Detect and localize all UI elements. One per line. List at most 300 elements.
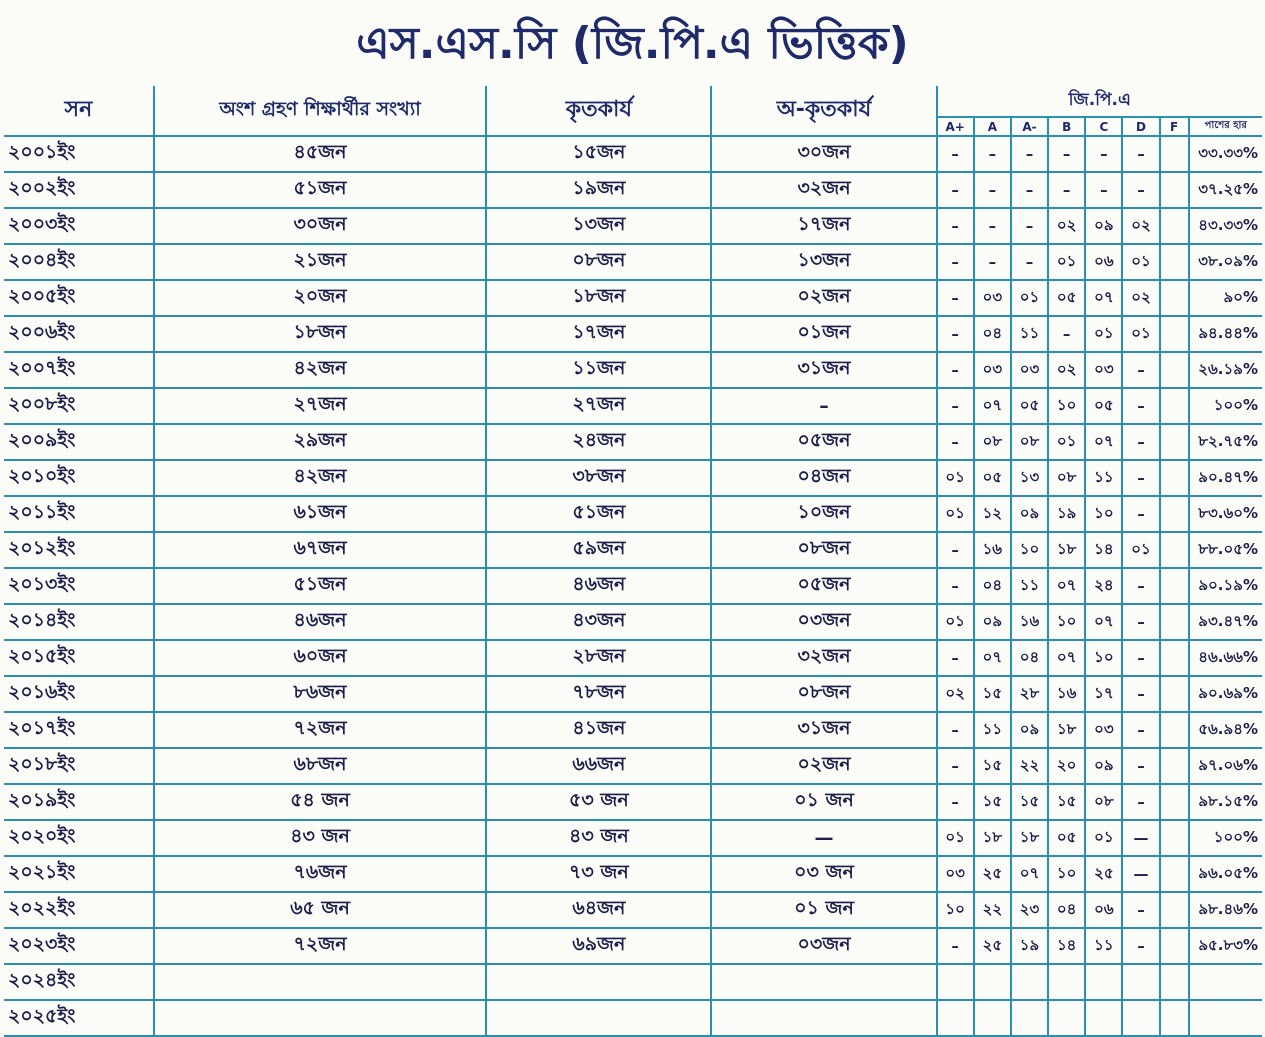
cell-grade [1160,892,1189,928]
results-body [4,136,1262,1036]
cell-grade: ১০ [1048,856,1085,892]
cell-participants: ৫১জন [154,568,487,604]
cell-grade [1122,964,1159,1000]
cell-grade: – [1122,640,1159,676]
table-row [4,388,1262,424]
cell-grade: — [1122,856,1159,892]
cell-grade: ১১ [1085,460,1122,496]
cell-participants: ৪৫জন [154,136,487,172]
cell-grade: – [1048,316,1085,352]
cell-grade: – [1048,172,1085,208]
cell-passed [486,964,711,1000]
cell-grade: ১০ [1048,388,1085,424]
cell-grade: – [1122,928,1159,964]
cell-grade: ০২ [1048,208,1085,244]
cell-grade: ০১ [1122,316,1159,352]
cell-participants: ৪২জন [154,352,487,388]
cell-passed: ১৮জন [486,280,711,316]
cell-grade: ০১ [1048,244,1085,280]
cell-grade: ২২ [974,892,1011,928]
cell-grade: – [937,244,974,280]
cell-participants: ৭২জন [154,712,487,748]
cell-grade: ০৫ [974,460,1011,496]
cell-grade [1160,928,1189,964]
cell-grade: ০৯ [1085,748,1122,784]
table-row [4,856,1262,892]
cell-grade [1011,1000,1048,1036]
cell-grade: ০৯ [1085,208,1122,244]
cell-passed: ১৫জন [486,136,711,172]
cell-participants: ২৯জন [154,424,487,460]
cell-participants: ৭৬জন [154,856,487,892]
cell-grade: ১৬ [1011,604,1048,640]
cell-failed: ০৫জন [711,424,936,460]
cell-participants: ৬৭জন [154,532,487,568]
header-pass-rate: পাশের হার [1189,117,1262,136]
cell-participants [154,964,487,1000]
cell-failed: ০১ জন [711,784,936,820]
cell-grade: ০১ [937,820,974,856]
cell-pass-rate: ২৬.১৯% [1189,352,1262,388]
table-row [4,748,1262,784]
cell-grade: ০৮ [1085,784,1122,820]
cell-participants: ৪৬জন [154,604,487,640]
cell-grade [1160,136,1189,172]
cell-grade: ১১ [1011,568,1048,604]
cell-passed: ২৮জন [486,640,711,676]
cell-pass-rate [1189,964,1262,1000]
cell-grade [1160,208,1189,244]
cell-grade: – [1011,172,1048,208]
table-row [4,1000,1262,1036]
cell-pass-rate: ৯৮.৪৬% [1189,892,1262,928]
cell-failed: ১৩জন [711,244,936,280]
cell-pass-rate: ৮৩.৬০% [1189,496,1262,532]
cell-grade: ১৫ [1011,784,1048,820]
cell-grade: ১৮ [974,820,1011,856]
cell-passed: ২৭জন [486,388,711,424]
cell-grade: ০৪ [1048,892,1085,928]
header-passed: কৃতকার্য [486,86,711,136]
cell-participants: ৬১জন [154,496,487,532]
cell-pass-rate: ৮৮.০৫% [1189,532,1262,568]
cell-grade [937,964,974,1000]
cell-grade: ০১ [1011,280,1048,316]
table-row [4,892,1262,928]
cell-year: ২০০৪ইং [4,244,154,280]
cell-pass-rate: ৩৭.২৫% [1189,172,1262,208]
cell-participants: ২০জন [154,280,487,316]
cell-grade: – [1122,712,1159,748]
cell-year: ২০০৯ইং [4,424,154,460]
cell-grade [1160,1000,1189,1036]
cell-year: ২০০২ইং [4,172,154,208]
table-row [4,712,1262,748]
cell-grade [937,1000,974,1036]
cell-failed: ৩২জন [711,640,936,676]
cell-year: ২০২২ইং [4,892,154,928]
table-row [4,532,1262,568]
cell-failed: – [711,388,936,424]
cell-grade: ১৮ [1048,712,1085,748]
cell-grade [1160,820,1189,856]
cell-pass-rate: ৫৬.৯৪% [1189,712,1262,748]
results-table-container [4,86,1262,1032]
cell-grade: – [1122,568,1159,604]
table-row [4,604,1262,640]
cell-participants: ৮৬জন [154,676,487,712]
table-row [4,676,1262,712]
cell-grade: ০১ [1085,820,1122,856]
cell-grade: ১০ [1085,640,1122,676]
cell-grade: – [937,172,974,208]
cell-grade: – [1122,136,1159,172]
table-row [4,424,1262,460]
cell-grade: ০৪ [974,316,1011,352]
cell-grade: ২৮ [1011,676,1048,712]
cell-grade: – [1011,208,1048,244]
table-row [4,820,1262,856]
cell-failed: ৩০জন [711,136,936,172]
cell-grade: ০৭ [974,388,1011,424]
cell-grade: ০৮ [974,424,1011,460]
cell-grade: ০৯ [1011,712,1048,748]
cell-grade: ০৫ [1011,388,1048,424]
table-row [4,964,1262,1000]
cell-pass-rate: ৯৩.৪৭% [1189,604,1262,640]
cell-grade: ০১ [937,496,974,532]
cell-participants: ৬৮জন [154,748,487,784]
cell-passed: ৫৩ জন [486,784,711,820]
cell-year: ২০১৩ইং [4,568,154,604]
cell-grade [1011,964,1048,1000]
header-grade: A- [1011,117,1048,136]
page-title: এস.এস.সি (জি.পি.এ ভিত্তিক) [356,18,909,69]
cell-year: ২০১১ইং [4,496,154,532]
cell-failed: ১৭জন [711,208,936,244]
cell-grade: ২৩ [1011,892,1048,928]
cell-failed [711,1000,936,1036]
cell-grade: – [974,208,1011,244]
cell-pass-rate: ৯৫.৮৩% [1189,928,1262,964]
cell-grade [1122,1000,1159,1036]
cell-grade [1085,964,1122,1000]
cell-grade: ১৫ [974,784,1011,820]
table-row [4,316,1262,352]
cell-grade: ২০ [1048,748,1085,784]
cell-grade: ২৪ [1085,568,1122,604]
cell-grade: – [937,568,974,604]
table-row [4,496,1262,532]
cell-passed: ৫১জন [486,496,711,532]
cell-grade: ১৮ [1011,820,1048,856]
header-grade: D [1122,117,1159,136]
cell-grade: ০৩ [974,352,1011,388]
header-grade: A [974,117,1011,136]
cell-pass-rate: ১০০% [1189,388,1262,424]
cell-participants [154,1000,487,1036]
cell-pass-rate: ৯০.৬৯% [1189,676,1262,712]
cell-failed: ১০জন [711,496,936,532]
cell-grade [1160,316,1189,352]
cell-grade: – [1048,136,1085,172]
cell-grade: ০২ [1122,208,1159,244]
cell-grade: ০২ [1048,352,1085,388]
cell-year: ২০২৫ইং [4,1000,154,1036]
cell-grade: ০২ [1122,280,1159,316]
cell-grade [1160,532,1189,568]
cell-grade: ০৭ [974,640,1011,676]
table-row [4,640,1262,676]
cell-pass-rate: ৯৮.১৫% [1189,784,1262,820]
header-grade: A+ [937,117,974,136]
cell-year: ২০০১ইং [4,136,154,172]
cell-grade: – [937,640,974,676]
cell-grade: ০৮ [1048,460,1085,496]
cell-year: ২০০৮ইং [4,388,154,424]
cell-grade: – [1122,496,1159,532]
cell-participants: ২৭জন [154,388,487,424]
cell-year: ২০২০ইং [4,820,154,856]
cell-grade: – [1122,892,1159,928]
cell-grade: ২৫ [1085,856,1122,892]
cell-participants: ৪৩ জন [154,820,487,856]
cell-grade: – [937,352,974,388]
cell-grade: ১৩ [1011,460,1048,496]
cell-grade: ০৬ [1085,244,1122,280]
cell-grade [1085,1000,1122,1036]
cell-failed: ০২জন [711,280,936,316]
cell-grade: ০৭ [1085,424,1122,460]
cell-passed: ২৪জন [486,424,711,460]
cell-pass-rate: ৯০.১৯% [1189,568,1262,604]
cell-passed: ৭৩ জন [486,856,711,892]
cell-passed: ১৯জন [486,172,711,208]
cell-grade [1160,244,1189,280]
cell-grade: – [937,532,974,568]
cell-passed: ৩৮জন [486,460,711,496]
cell-grade: ০৪ [1011,640,1048,676]
cell-grade [1160,676,1189,712]
cell-grade: – [1011,136,1048,172]
cell-grade: – [937,748,974,784]
cell-grade: – [937,424,974,460]
cell-grade [1160,856,1189,892]
cell-grade [1160,784,1189,820]
cell-participants: ৪২জন [154,460,487,496]
cell-failed [711,964,936,1000]
header-failed: অ-কৃতকার্য [711,86,936,136]
cell-grade: – [1122,748,1159,784]
cell-pass-rate: ৯০% [1189,280,1262,316]
cell-year: ২০০৩ইং [4,208,154,244]
cell-grade: ১৫ [974,676,1011,712]
table-row [4,928,1262,964]
cell-participants: ৬০জন [154,640,487,676]
table-row [4,280,1262,316]
header-gpa: জি.পি.এ [937,86,1262,117]
cell-grade: ১০ [1011,532,1048,568]
cell-passed: ৭৮জন [486,676,711,712]
table-row [4,568,1262,604]
cell-year: ২০১৪ইং [4,604,154,640]
cell-participants: ৫১জন [154,172,487,208]
cell-grade: ০১ [937,460,974,496]
cell-failed: ৩২জন [711,172,936,208]
header-grade: F [1160,117,1189,136]
cell-grade: ১৫ [974,748,1011,784]
cell-year: ২০০৫ইং [4,280,154,316]
cell-grade: ০৮ [1011,424,1048,460]
cell-pass-rate [1189,1000,1262,1036]
cell-year: ২০১০ইং [4,460,154,496]
results-table [4,86,1262,1037]
cell-grade: – [1122,676,1159,712]
cell-grade: — [1122,820,1159,856]
cell-grade: – [1011,244,1048,280]
table-row [4,208,1262,244]
cell-grade [1160,280,1189,316]
header-grade: C [1085,117,1122,136]
cell-grade [1048,964,1085,1000]
cell-grade: ১০ [1048,604,1085,640]
cell-grade [1160,748,1189,784]
cell-failed: ০৩ জন [711,856,936,892]
cell-pass-rate: ৪৬.৬৬% [1189,640,1262,676]
cell-grade [1160,964,1189,1000]
cell-failed: ০৮জন [711,532,936,568]
cell-passed: ৬৪জন [486,892,711,928]
cell-grade: ০৭ [1085,280,1122,316]
header-grade: B [1048,117,1085,136]
cell-grade: – [937,280,974,316]
cell-pass-rate: ৩৮.০৯% [1189,244,1262,280]
table-row [4,172,1262,208]
cell-pass-rate: ৯৪.৪৪% [1189,316,1262,352]
cell-failed: — [711,820,936,856]
cell-grade: ০৩ [974,280,1011,316]
cell-pass-rate: ৯৭.০৬% [1189,748,1262,784]
cell-grade: ১৫ [1048,784,1085,820]
cell-grade: – [937,712,974,748]
cell-grade: ১০ [1085,496,1122,532]
cell-grade: ০৭ [1085,604,1122,640]
cell-passed: ৬৬জন [486,748,711,784]
cell-grade [1160,640,1189,676]
cell-year: ২০২৩ইং [4,928,154,964]
cell-grade: ১৬ [974,532,1011,568]
cell-grade: ২৫ [974,856,1011,892]
cell-grade: ০১ [1048,424,1085,460]
cell-grade: – [937,928,974,964]
cell-passed: ০৮জন [486,244,711,280]
cell-pass-rate: ৮২.৭৫% [1189,424,1262,460]
cell-grade [1160,172,1189,208]
cell-pass-rate: ৪৩.৩৩% [1189,208,1262,244]
cell-grade: – [937,208,974,244]
cell-grade: – [1122,784,1159,820]
cell-pass-rate: ১০০% [1189,820,1262,856]
cell-grade [1160,424,1189,460]
cell-grade: ২২ [1011,748,1048,784]
cell-participants: ৩০জন [154,208,487,244]
cell-pass-rate: ৩৩.৩৩% [1189,136,1262,172]
cell-grade [1160,352,1189,388]
cell-participants: ৭২জন [154,928,487,964]
cell-grade: ০৩ [1011,352,1048,388]
cell-grade: – [937,388,974,424]
header-year: সন [4,86,154,136]
cell-grade: ০২ [937,676,974,712]
cell-year: ২০১৯ইং [4,784,154,820]
cell-grade: ০৯ [1011,496,1048,532]
cell-grade [1048,1000,1085,1036]
cell-failed: ০৪জন [711,460,936,496]
cell-grade [1160,568,1189,604]
cell-grade [1160,388,1189,424]
cell-passed: ১১জন [486,352,711,388]
cell-passed: ৬৯জন [486,928,711,964]
cell-grade: ২৫ [974,928,1011,964]
cell-year: ২০১৭ইং [4,712,154,748]
cell-passed [486,1000,711,1036]
cell-year: ২০১৮ইং [4,748,154,784]
cell-participants: ১৮জন [154,316,487,352]
cell-grade: – [974,172,1011,208]
cell-year: ২০১৬ইং [4,676,154,712]
cell-failed: ৩১জন [711,352,936,388]
cell-grade: ০৪ [974,568,1011,604]
cell-passed: ৪১জন [486,712,711,748]
table-row [4,460,1262,496]
cell-grade: ০৫ [1085,388,1122,424]
table-row [4,352,1262,388]
cell-failed: ০৩জন [711,928,936,964]
cell-grade: ১৮ [1048,532,1085,568]
cell-grade: ১৪ [1048,928,1085,964]
cell-grade: ০৭ [1011,856,1048,892]
cell-grade [974,964,1011,1000]
cell-grade: ০১ [1085,316,1122,352]
header-participants: অংশ গ্রহণ শিক্ষার্থীর সংখ্যা [154,86,487,136]
cell-grade: ০১ [1122,532,1159,568]
cell-year: ২০০৭ইং [4,352,154,388]
cell-grade [1160,604,1189,640]
cell-failed: ০১ জন [711,892,936,928]
cell-grade: ১২ [974,496,1011,532]
cell-grade: – [1122,460,1159,496]
cell-failed: ০১জন [711,316,936,352]
cell-grade: – [1085,136,1122,172]
cell-grade: ১৯ [1048,496,1085,532]
cell-failed: ০৮জন [711,676,936,712]
cell-grade: – [937,784,974,820]
cell-passed: ৪৬জন [486,568,711,604]
cell-grade: – [937,136,974,172]
cell-grade: ০৫ [1048,820,1085,856]
cell-grade: ০৩ [1085,712,1122,748]
cell-grade: ১১ [1085,928,1122,964]
cell-grade: ০১ [1122,244,1159,280]
cell-passed: ১৭জন [486,316,711,352]
cell-grade: ১৬ [1048,676,1085,712]
cell-year: ২০২৪ইং [4,964,154,1000]
cell-passed: ৫৯জন [486,532,711,568]
cell-passed: ৪৩ জন [486,820,711,856]
cell-participants: ৬৫ জন [154,892,487,928]
cell-grade: ০১ [937,604,974,640]
cell-grade [1160,496,1189,532]
